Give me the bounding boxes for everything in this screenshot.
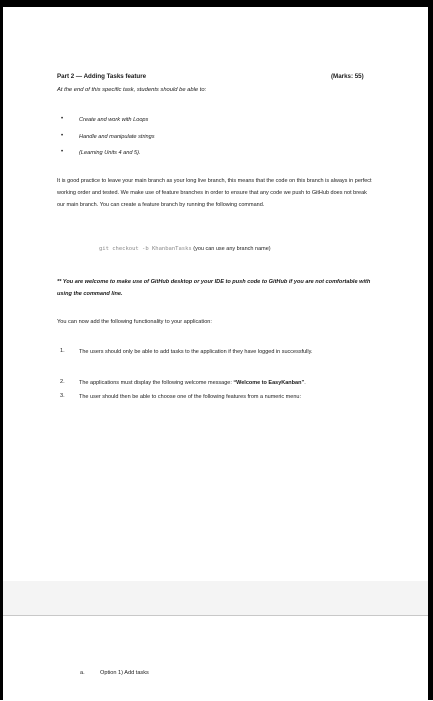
functionality-intro: You can now add the following functionality to your application: [57,319,212,325]
page-gap [3,581,428,615]
item-text-part: The applications must display the following welcome message: [79,380,234,386]
bullet-icon: • [61,149,64,155]
list-item [79,377,306,389]
objective-item: (Learning Units 4 and 5). [79,150,141,156]
branch-paragraph: It is good practice to leave your main branch as your long live branch, this means that the code on this branch is always in perfect working order and tested. We make use of feature branches in order to ensure that any code we push to GitHub does not break our main branch. You can create a feature branch by running the following command. [57,178,372,208]
top-bar [0,0,433,7]
command-line [99,246,271,252]
option-text: Option 1) Add tasks [100,670,149,676]
git-command: git checkout -b KhanbanTasks [99,246,192,252]
github-note: ** You are welcome to make use of GitHub desktop or your IDE to push code to GitHub if you are not comfortable with using the command line. [57,279,371,297]
welcome-message: “Welcome to EasyKanban” [233,380,305,386]
right-edge [428,7,433,700]
item-number: 2. [60,379,65,385]
objective-item: Create and work with Loops [79,117,149,123]
list-item: The user should then be able to choose one of the following features from a numeric menu: [79,394,301,400]
item-number: 1. [60,348,65,354]
bullet-icon: • [61,133,64,139]
item-text-part: . [304,380,306,386]
option-letter: a. [80,670,85,676]
document-page-2 [3,615,428,701]
item-number: 3. [60,393,65,399]
list-item: The users should only be able to add tasks to the application if they have logged in successfully. [79,349,313,355]
bullet-icon: • [61,116,64,122]
command-note: (you can use any branch name) [193,246,271,252]
part-title: Part 2 — Adding Tasks feature [57,73,147,80]
intro-text: At the end of this specific task, students should be able to: [57,87,207,93]
marks-label: (Marks: 55) [331,73,364,80]
objective-item: Handle and manipulate strings [79,134,155,140]
